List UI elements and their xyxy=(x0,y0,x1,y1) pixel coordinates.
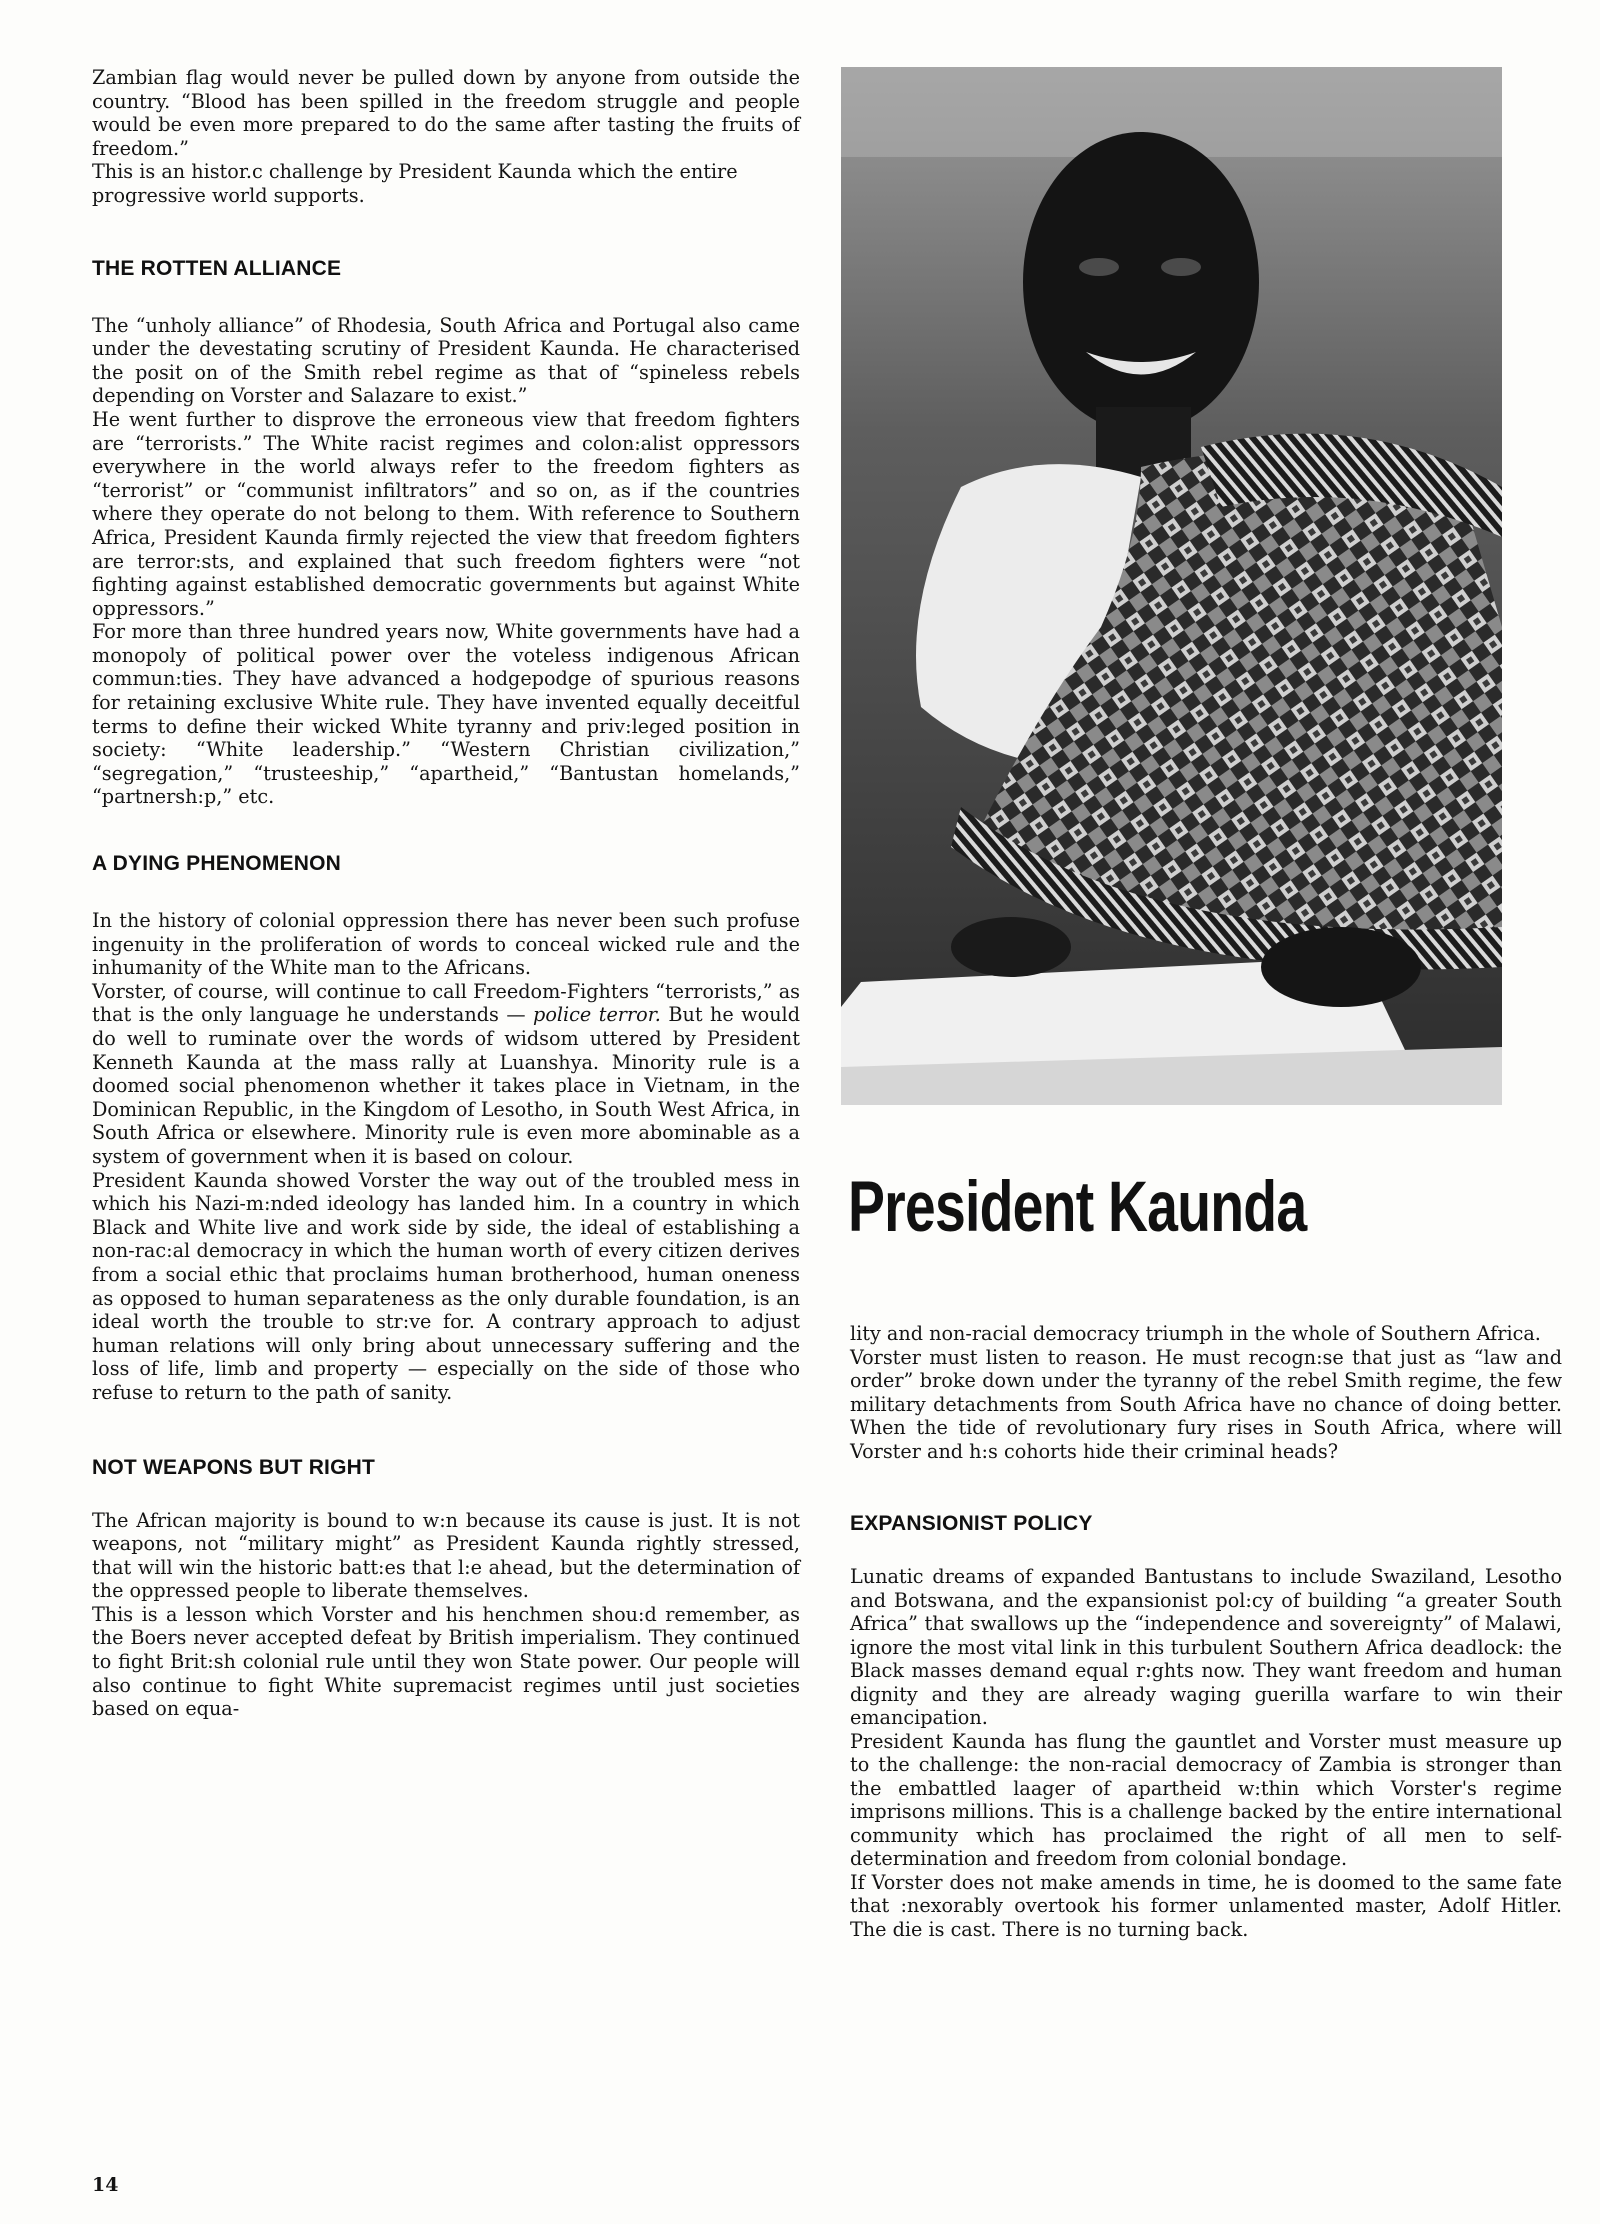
right-paragraph-1: lity and non-racial democracy triumph in the whole of Southern Africa. xyxy=(850,1322,1541,1345)
heading-rotten-alliance: THE ROTTEN ALLIANCE xyxy=(92,256,342,280)
dying-paragraph-2-emphasis: police terror. xyxy=(533,1003,661,1027)
heading-not-weapons-but-right: NOT WEAPONS BUT RIGHT xyxy=(92,1455,376,1479)
dying-paragraph-3: President Kaunda showed Vorster the way out of the troubled mess in which his Nazi-m:nded ideology has landed him. In a country in which Black and White live and work side by side, the ideal of establishing a non-rac:al democracy in which the human worth of every citizen derives from a social ethic that proclaims human brotherhood, human oneness as opposed to human separateness as the only durable foundation, is an ideal worth the trouble to str:ve for. A contrary approach to adjust human relations will only bring about unnecessary suffering and the loss of life, limb and property — especially on the side of those who refuse to return to the path of sanity. xyxy=(92,1168,800,1404)
rotten-paragraph-3: For more than three hundred years now, White governments have had a monopoly of political power over the voteless indigenous African commun:ties. They have advanced a hodgepodge of spurious reasons for retaining exclusive White rule. They have invented equally deceitful terms to define their wicked White tyranny and priv:leged position in society: “White leadership.” “Western Christian civilization,” “segregation,” “trusteeship,” “apartheid,” “Bantustan homelands,” “partnersh:p,” etc. xyxy=(92,620,800,809)
dying-paragraph-2-end: But he would do well to ruminate over the words of widsom uttered by President Kenneth Kaunda at the mass rally at Luanshya. Minority rule is a doomed social phenomenon whether it takes place in Vietnam, in the Dominican Republic, in the Kingdom of Lesotho, in South West Africa, in South Africa or elsewhere. Minority rule is even more abominable as a system of government when it is based on colour. xyxy=(92,1003,800,1168)
dying-paragraph-2-start: Vorster, of course, will continue to call Freedom-Fighters “terrorists,” as that is the only language he understands — xyxy=(92,979,800,1027)
heading-dying-phenomenon: A DYING PHENOMENON xyxy=(92,852,342,876)
page-number: 14 xyxy=(92,2174,119,2196)
intro-paragraph-1: Zambian flag would never be pulled down by anyone from outside the country. “Blood has been spilled in the freedom struggle and people would be even more prepared to do the same after tasting the fruits of freedom.” xyxy=(92,66,800,160)
rotten-paragraph-2: He went further to disprove the erroneous view that freedom fighters are “terrorists.” The White racist regimes and colon:alist oppressors everywhere in the world always refer to the freedom fighters as “terrorist” or “communist infiltrators” and so on, as if the countries where they operate do not belong to them. With reference to Southern Africa, President Kaunda firmly rejected the view that freedom fighters are terror:sts, and explained that such freedom fighters were “not fighting against established democratic governments but against White oppressors.” xyxy=(92,407,800,620)
dying-paragraph-1: In the history of colonial oppression there has never been such profuse ingenuity in the proliferation of words to conceal wicked rule and the inhumanity of the White man to the Africans. xyxy=(92,909,800,980)
portrait-photo xyxy=(841,67,1502,1105)
rotten-paragraph-1: The “unholy alliance” of Rhodesia, South Africa and Portugal also came under the devestating scrutiny of President Kaunda. He characterised the posit on of the Smith rebel regime as that of “spineless rebels depending on Vorster and Salazare to exist.” xyxy=(92,313,800,408)
left-column xyxy=(92,66,800,1721)
weapons-paragraph-2: This is a lesson which Vorster and his henchmen shou:d remember, as the Boers never accepted defeat by British imperialism. They continued to fight Brit:sh colonial rule until they won State power. Our people will also continue to fight White supremacist regimes until just societies based on equa- xyxy=(92,1602,800,1721)
expansionist-paragraph-1: Lunatic dreams of expanded Bantustans to include Swaziland, Lesotho and Botswana, and the expansionist pol:cy of building “a greater South Africa” that swallows up the “independence and sovereignty” of Malawi, ignore the most vital link in this turbulent Southern Africa deadlock: the Black masses demand equal r:ghts now. They want freedom and human dignity and they are already waging guerilla warfare to win their emancipation. xyxy=(850,1565,1562,1729)
expansionist-paragraph-2: President Kaunda has flung the gauntlet and Vorster must measure up to the challenge: the non-racial democracy of Zambia is stronger than the embattled laager of apartheid w:thin which Vorster's regime imprisons millions. This is a challenge backed by the entire international community which has proclaimed the right of all men to self-determination and freedom from colonial bondage. xyxy=(850,1729,1562,1870)
headline: President Kaunda xyxy=(848,1168,1307,1247)
heading-expansionist-policy: EXPANSIONIST POLICY xyxy=(850,1512,1093,1535)
weapons-paragraph-1: The African majority is bound to w:n because its cause is just. It is not weapons, not “military might” as President Kaunda rightly stressed, that will win the historic batt:es that l:e ahead, but the determination of the oppressed people to liberate themselves. xyxy=(92,1508,800,1603)
expansionist-paragraph-3: If Vorster does not make amends in time, he is doomed to the same fate that :nexorably overtook his former unlamented master, Adolf Hitler. The die is cast. There is no turning back. xyxy=(850,1870,1562,1941)
right-column xyxy=(850,1322,1562,1941)
right-paragraph-2: Vorster must listen to reason. He must recogn:se that just as “law and order” broke down under the tyranny of the rebel Smith regime, the few military detachments from South Africa have no chance of doing better. When the tide of revolutionary fury rises in South Africa, where will Vorster and h:s cohorts hide their criminal heads? xyxy=(850,1345,1562,1463)
portrait-photo-icon xyxy=(841,67,1502,1105)
dying-paragraph-2 xyxy=(92,980,800,1169)
intro-paragraph-2: This is an histor.c challenge by President Kaunda which the entire progressive world supports. xyxy=(92,160,738,207)
